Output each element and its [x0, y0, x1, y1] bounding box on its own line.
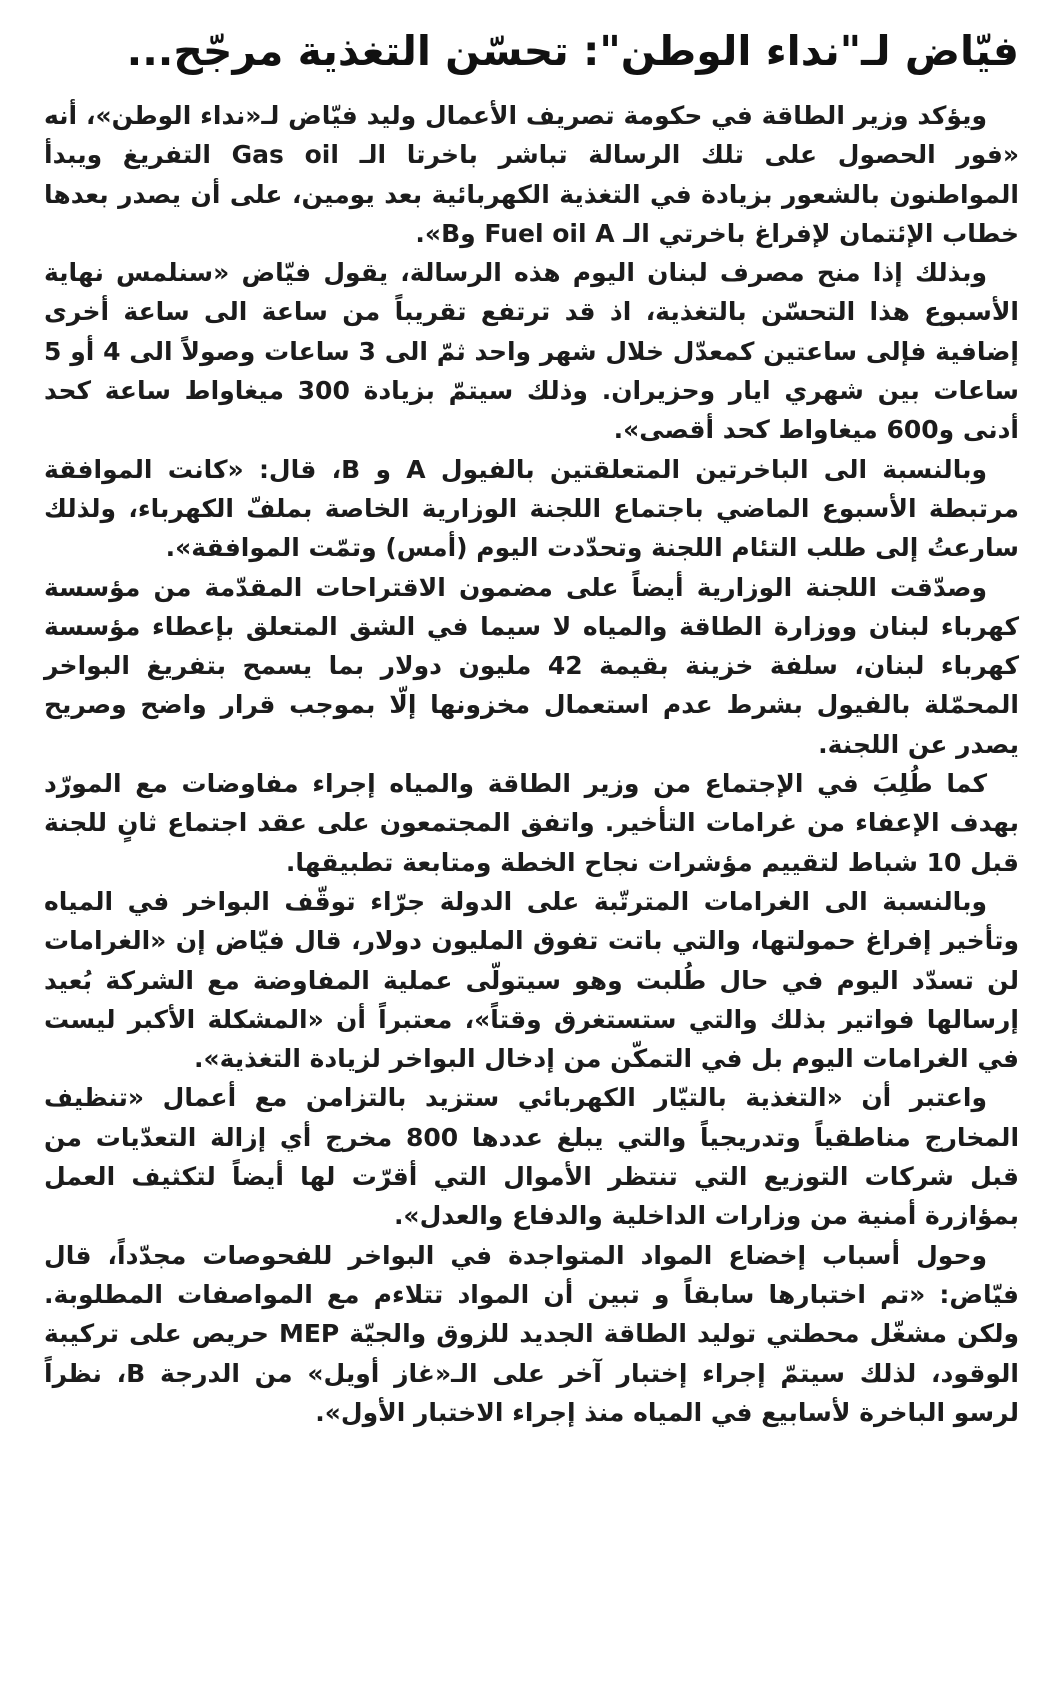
- article-headline: فيّاض لـ"نداء الوطن": تحسّن التغذية مرجّح...: [126, 27, 1019, 75]
- article-paragraph: وبذلك إذا منح مصرف لبنان اليوم هذه الرسالة، يقول فيّاض «سنلمس نهاية الأسبوع هذا التحسّن بالتغذية، اذ قد ترتفع تقريباً من ساعة الى ساعة أخرى إضافية فإلى ساعتين كمعدّل خلال شهر واحد ثمّ الى 3 ساعات وصولاً الى 4 أو 5 ساعات بين شهري ايار وحزيران. وذلك سيتمّ بزيادة 300 ميغاواط ساعة كحد أدنى و600 ميغاواط كحد أقصى».: [44, 258, 1019, 445]
- article-paragraph: ويؤكد وزير الطاقة في حكومة تصريف الأعمال وليد فيّاض لـ«نداء الوطن»، أنه «فور الحصول على تلك الرسالة تباشر باخرتا الـ Gas oil التفريغ ويبدأ المواطنون بالشعور بزيادة في التغذية الكهربائية بعد يومين، على أن يصدر بعدها خطاب الإئتمان لإفراغ باخرتي الـ Fuel oil A وB».: [44, 101, 1019, 248]
- article-paragraph: وحول أسباب إخضاع المواد المتواجدة في البواخر للفحوصات مجدّداً، قال فيّاض: «تم اختبارها سابقاً و تبين أن المواد تتلاءم مع المواصفات المطلوبة. ولكن مشغّل محطتي توليد الطاقة الجديد للزوق والجيّة MEP حريص على تركيبة الوقود، لذلك سيتمّ إجراء إختبار آخر على الـ«غاز أويل» من الدرجة B، نظراً لرسو الباخرة لأسابيع في المياه منذ إجراء الاختبار الأول».: [44, 1240, 1020, 1427]
- article-paragraph: وبالنسبة الى الغرامات المترتّبة على الدولة جرّاء توقّف البواخر في المياه وتأخير إفراغ حمولتها، والتي باتت تفوق المليون دولار، قال فيّاض إن «الغرامات لن تسدّد اليوم في حال طُلبت وهو سيتولّى عملية المفاوضة مع الشركة بُعيد إرسالها فواتير بذلك والتي ستستغرق وقتاً»، معتبراً أن «المشكلة الأكبر ليست في الغرامات اليوم بل في التمكّن من إدخال البواخر لزيادة التغذية».: [44, 886, 1019, 1074]
- article-paragraph: كما طُلِبَ في الإجتماع من وزير الطاقة والمياه إجراء مفاوضات مع المورّد بهدف الإعفاء من غرامات التأخير. واتفق المجتمعون على عقد اجتماع ثانٍ للجنة قبل 10 شباط لتقييم مؤشرات نجاح الخطة ومتابعة تطبيقها.: [44, 769, 1019, 877]
- article-paragraph: واعتبر أن «التغذية بالتيّار الكهربائي ستزيد بالتزامن مع أعمال «تنظيف المخارج مناطقياً وتدريجياً والتي يبلغ عددها 800 مخرج أي إزالة التعدّيات من قبل شركات التوزيع التي تنتظر الأموال التي أقرّت لها أيضاً لتكثيف العمل بمؤازرة أمنية من وزارات الداخلية والدفاع والعدل».: [44, 1083, 1020, 1231]
- article-body: [44, 96, 1019, 1432]
- cropped-text-strip-bottom: [0, 1690, 1059, 1702]
- news-article: [44, 22, 1019, 1432]
- article-paragraph: وبالنسبة الى الباخرتين المتعلقتين بالفيول A و B، قال: «كانت الموافقة مرتبطة الأسبوع الماضي باجتماع اللجنة الوزارية الخاصة بملفّ الكهرباء، ولذلك سارعتُ إلى طلب التئام اللجنة وتحدّدت اليوم (أمس) وتمّت الموافقة».: [44, 454, 1019, 563]
- cropped-text-strip-top: [0, 0, 1059, 14]
- article-paragraph: وصدّقت اللجنة الوزارية أيضاً على مضمون الاقتراحات المقدّمة من مؤسسة كهرباء لبنان ووزارة الطاقة والمياه لا سيما في الشق المتعلق بإعطاء مؤسسة كهرباء لبنان، سلفة خزينة بقيمة 42 مليون دولار بما يسمح بتفريغ البواخر المحمّلة بالفيول بشرط عدم استعمال مخزونها إلّا بموجب قرار واضح وصريح يصدر عن اللجنة.: [44, 572, 1019, 759]
